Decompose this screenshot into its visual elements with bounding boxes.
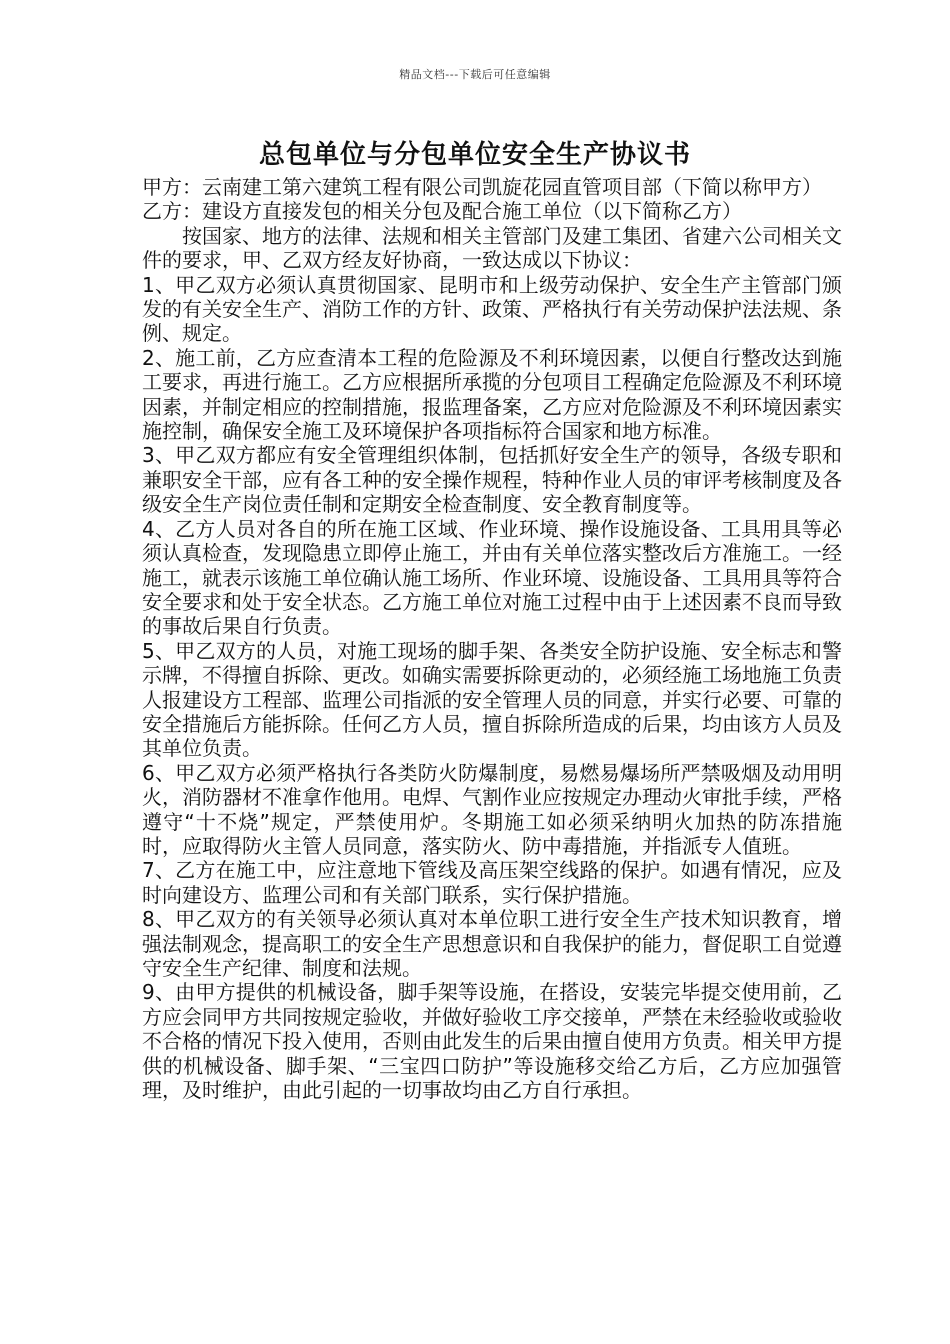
party-a-line: 甲方：云南建工第六建筑工程有限公司凯旋花园直管项目部（下简以称甲方） [142,175,822,199]
clause-2: 2、施工前，乙方应查清本工程的危险源及不利环境因素，以便自行整改达到施工要求，再进行施工。乙方应根据所承揽的分包项目工程确定危险源及不利环境因素，并制定相应的控制措施，报监理备案，乙方应对危险源及不利环境因素实施控制，确保安全施工及环境保护各项指标符合国家和地方标准。 [142,345,842,444]
party-b-line: 乙方：建设方直接发包的相关分包及配合施工单位（以下简称乙方） [142,199,742,224]
clause-6: 6、甲乙双方必须严格执行各类防火防爆制度，易燃易爆场所严禁吸烟及动用明火，消防器材不准拿作他用。电焊、气割作业应按规定办理动火审批手续，严格遵守“十不烧”规定，严禁使用炉。冬期施工如必须采纳明火加热的防冻措施时，应取得防火主管人员同意，落实防火、防中毒措施，并指派专人值班。 [142,760,842,858]
clause-9: 9、由甲方提供的机械设备，脚手架等设施，在搭设，安装完毕提交使用前，乙方应会同甲方共同按规定验收，并做好验收工序交接单，严禁在未经验收或验收不合格的情况下投入使用，否则由此发生的后果由擅自使用方负责。相关甲方提供的机械设备、脚手架、“三宝四口防护”等设施移交给乙方后，乙方应加强管理，及时维护，由此引起的一切事故均由乙方自行承担。 [142,980,842,1103]
intro-paragraph: 按国家、地方的法律、法规和相关主管部门及建工集团、省建六公司相关文件的要求，甲、乙双方经友好协商，一致达成以下协议： [142,223,842,273]
clause-4: 4、乙方人员对各自的所在施工区域、作业环境、操作设施设备、工具用具等必须认真检查，发现隐患立即停止施工，并由有关单位落实整改后方准施工。一经施工，就表示该施工单位确认施工场所、作业环境、设施设备、工具用具等符合安全要求和处于安全状态。乙方施工单位对施工过程中由于上述因素不良而导致的事故后果自行负责。 [142,516,842,639]
document-title: 总包单位与分包单位安全生产协议书 [258,140,691,170]
clause-5: 5、甲乙双方的人员，对施工现场的脚手架、各类安全防护设施、安全标志和警示牌，不得擅自拆除、更改。如确实需要拆除更动的，必须经施工场地施工负责人报建设方工程部、监理公司指派的安全管理人员的同意，并实行必要、可靠的安全措施后方能拆除。任何乙方人员，擅自拆除所造成的后果，均由该方人员及其单位负责。 [142,638,842,761]
clause-3: 3、甲乙双方都应有安全管理组织体制，包括抓好安全生产的领导，各级专职和兼职安全干部，应有各工种的安全操作规程，特种作业人员的审评考核制度及各级安全生产岗位责任制和定期安全检查制度、安全教育制度等。 [142,443,842,517]
document-body [142,175,842,1102]
clause-8: 8、甲乙双方的有关领导必须认真对本单位职工进行安全生产技术知识教育，增强法制观念，提高职工的安全生产思想意识和自我保护的能力，督促职工自觉遵守安全生产纪律、制度和法规。 [142,907,842,980]
header-note: 精品文档---下载后可任意编辑 [399,68,551,81]
clause-1: 1、甲乙双方必须认真贯彻国家、昆明市和上级劳动保护、安全生产主管部门颁发的有关安全生产、消防工作的方针、政策、严格执行有关劳动保护法法规、条例、规定。 [142,272,842,346]
clause-7: 7、乙方在施工中，应注意地下管线及高压架空线路的保护。如遇有情况，应及时向建设方、监理公司和有关部门联系，实行保护措施。 [142,858,842,907]
